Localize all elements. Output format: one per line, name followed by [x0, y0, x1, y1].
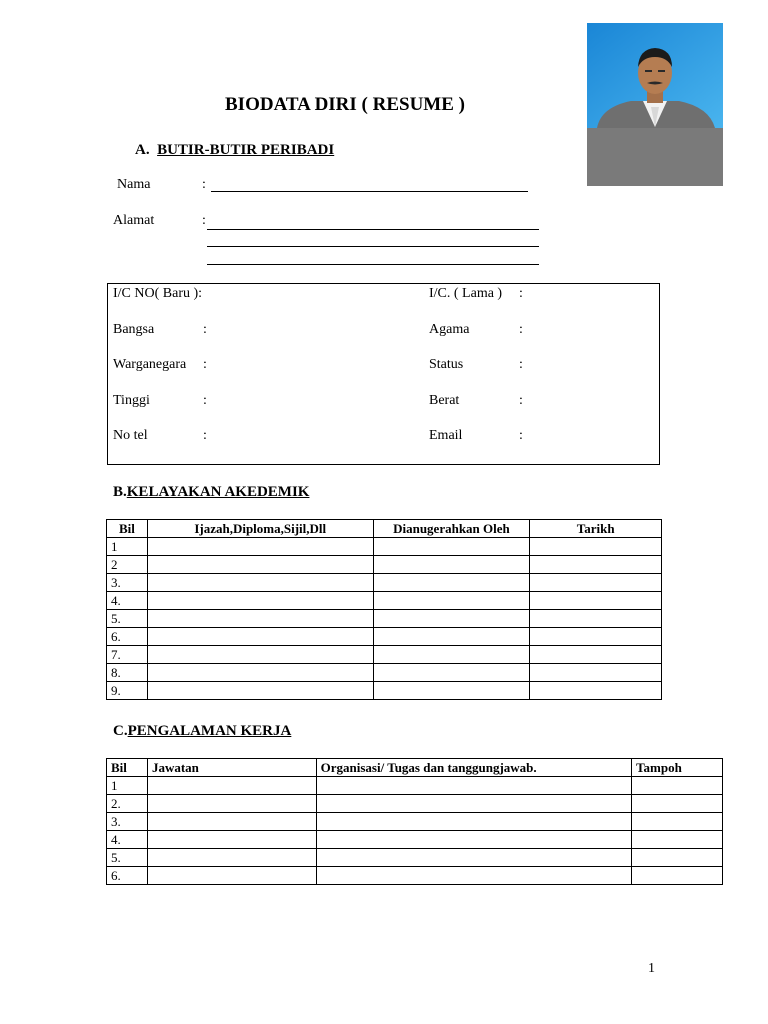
academic-table-row [107, 664, 662, 682]
work-table-cell[interactable] [316, 777, 631, 795]
work-table-row-number: 1 [107, 777, 148, 795]
work-table-row-number: 3. [107, 813, 148, 831]
section-c-title: PENGALAMAN KERJA [127, 723, 292, 739]
profile-photo [587, 23, 723, 186]
academic-table-cell[interactable] [147, 610, 373, 628]
work-header-position: Jawatan [147, 759, 316, 777]
academic-table-row [107, 538, 662, 556]
name-field[interactable] [211, 191, 528, 192]
academic-table-row [107, 682, 662, 700]
section-c-heading [113, 723, 291, 740]
academic-table-cell[interactable] [530, 574, 662, 592]
academic-table-cell[interactable] [530, 664, 662, 682]
work-table-cell[interactable] [632, 831, 723, 849]
academic-table-cell[interactable] [147, 682, 373, 700]
address-field-line-2[interactable] [207, 246, 539, 247]
address-label: Alamat [113, 213, 155, 228]
work-table-cell[interactable] [632, 867, 723, 885]
work-table-cell[interactable] [147, 867, 316, 885]
work-table-cell[interactable] [147, 777, 316, 795]
academic-table-cell[interactable] [530, 556, 662, 574]
academic-table-cell[interactable] [373, 592, 530, 610]
academic-table-cell[interactable] [147, 664, 373, 682]
academic-table-row [107, 610, 662, 628]
academic-table-cell[interactable] [373, 556, 530, 574]
academic-table-cell[interactable] [147, 538, 373, 556]
section-b-title: KELAYAKAN AKEDEMIK [126, 484, 310, 500]
academic-table-row [107, 646, 662, 664]
citizenship-colon: : [203, 357, 207, 372]
work-table-cell[interactable] [147, 849, 316, 867]
work-table-cell[interactable] [316, 795, 631, 813]
address-colon: : [202, 213, 206, 228]
academic-table-row-number: 7. [107, 646, 148, 664]
work-table-cell[interactable] [147, 813, 316, 831]
work-table-row [107, 777, 723, 795]
academic-table-row [107, 574, 662, 592]
address-field-line-1[interactable] [207, 229, 539, 230]
religion-label: Agama [429, 322, 470, 337]
name-label: Nama [117, 177, 151, 192]
academic-table-row-number: 3. [107, 574, 148, 592]
academic-table-cell[interactable] [373, 646, 530, 664]
work-table [106, 758, 723, 885]
work-table-cell[interactable] [147, 831, 316, 849]
work-table-cell[interactable] [632, 813, 723, 831]
academic-table-cell[interactable] [373, 574, 530, 592]
academic-header-bil: Bil [107, 520, 148, 538]
work-table-cell[interactable] [632, 849, 723, 867]
section-a-heading [135, 142, 334, 159]
work-table-row-number: 5. [107, 849, 148, 867]
academic-table [106, 519, 662, 700]
section-c-prefix: C. [113, 723, 128, 739]
race-label: Bangsa [113, 322, 155, 337]
email-label: Email [429, 428, 463, 443]
work-table-cell[interactable] [147, 795, 316, 813]
work-table-row [107, 831, 723, 849]
ic-old-label: I/C. ( Lama ) [429, 286, 503, 301]
academic-table-cell[interactable] [373, 664, 530, 682]
work-table-row [107, 849, 723, 867]
weight-label: Berat [429, 393, 460, 408]
academic-table-row-number: 6. [107, 628, 148, 646]
academic-table-row-number: 8. [107, 664, 148, 682]
work-table-cell[interactable] [316, 849, 631, 867]
phone-colon: : [203, 428, 207, 443]
academic-table-cell[interactable] [530, 628, 662, 646]
work-table-cell[interactable] [316, 813, 631, 831]
academic-header-qualification: Ijazah,Diploma,Sijil,Dll [147, 520, 373, 538]
academic-table-header [107, 520, 662, 538]
section-b-prefix: B. [113, 484, 127, 500]
academic-table-row-number: 2 [107, 556, 148, 574]
academic-table-row-number: 9. [107, 682, 148, 700]
academic-table-cell[interactable] [147, 556, 373, 574]
academic-table-cell[interactable] [147, 646, 373, 664]
page-title: BIODATA DIRI ( RESUME ) [225, 94, 465, 115]
work-table-row [107, 795, 723, 813]
section-b-heading [113, 484, 309, 501]
height-label: Tinggi [113, 393, 150, 408]
work-table-header [107, 759, 723, 777]
status-label: Status [429, 357, 464, 372]
citizenship-label: Warganegara [113, 357, 187, 372]
section-a-prefix: A. [135, 142, 150, 158]
weight-colon: : [519, 393, 523, 408]
race-colon: : [203, 322, 207, 337]
academic-table-cell[interactable] [147, 592, 373, 610]
name-colon: : [202, 177, 206, 192]
work-header-duration: Tampoh [632, 759, 723, 777]
academic-table-row-number: 5. [107, 610, 148, 628]
academic-table-row [107, 628, 662, 646]
academic-table-cell[interactable] [373, 538, 530, 556]
address-field-line-3[interactable] [207, 264, 539, 265]
work-header-organisation: Organisasi/ Tugas dan tanggungjawab. [316, 759, 631, 777]
academic-header-awarded-by: Dianugerahkan Oleh [373, 520, 530, 538]
work-table-cell[interactable] [632, 795, 723, 813]
academic-table-cell[interactable] [530, 682, 662, 700]
email-colon: : [519, 428, 523, 443]
work-table-cell[interactable] [316, 867, 631, 885]
academic-table-cell[interactable] [373, 682, 530, 700]
section-a-title: BUTIR-BUTIR PERIBADI [157, 142, 335, 158]
work-table-row-number: 2. [107, 795, 148, 813]
academic-table-cell[interactable] [147, 574, 373, 592]
page-number: 1 [648, 961, 655, 976]
academic-table-row-number: 1 [107, 538, 148, 556]
phone-label: No tel [113, 428, 148, 443]
person-photo-icon [587, 23, 723, 186]
ic-old-colon: : [519, 286, 523, 301]
academic-table-row [107, 592, 662, 610]
ic-new-label: I/C NO( Baru ): [113, 286, 203, 301]
academic-table-cell[interactable] [530, 592, 662, 610]
status-colon: : [519, 357, 523, 372]
academic-table-cell[interactable] [373, 610, 530, 628]
work-table-row [107, 813, 723, 831]
religion-colon: : [519, 322, 523, 337]
work-table-row-number: 4. [107, 831, 148, 849]
academic-table-cell[interactable] [530, 610, 662, 628]
work-table-row-number: 6. [107, 867, 148, 885]
height-colon: : [203, 393, 207, 408]
academic-table-cell[interactable] [530, 646, 662, 664]
academic-table-cell[interactable] [373, 628, 530, 646]
academic-header-date: Tarikh [530, 520, 662, 538]
personal-info-box [107, 283, 660, 465]
work-header-bil: Bil [107, 759, 148, 777]
academic-table-row [107, 556, 662, 574]
work-table-cell[interactable] [632, 777, 723, 795]
work-table-row [107, 867, 723, 885]
work-table-cell[interactable] [316, 831, 631, 849]
academic-table-row-number: 4. [107, 592, 148, 610]
academic-table-cell[interactable] [530, 538, 662, 556]
academic-table-cell[interactable] [147, 628, 373, 646]
